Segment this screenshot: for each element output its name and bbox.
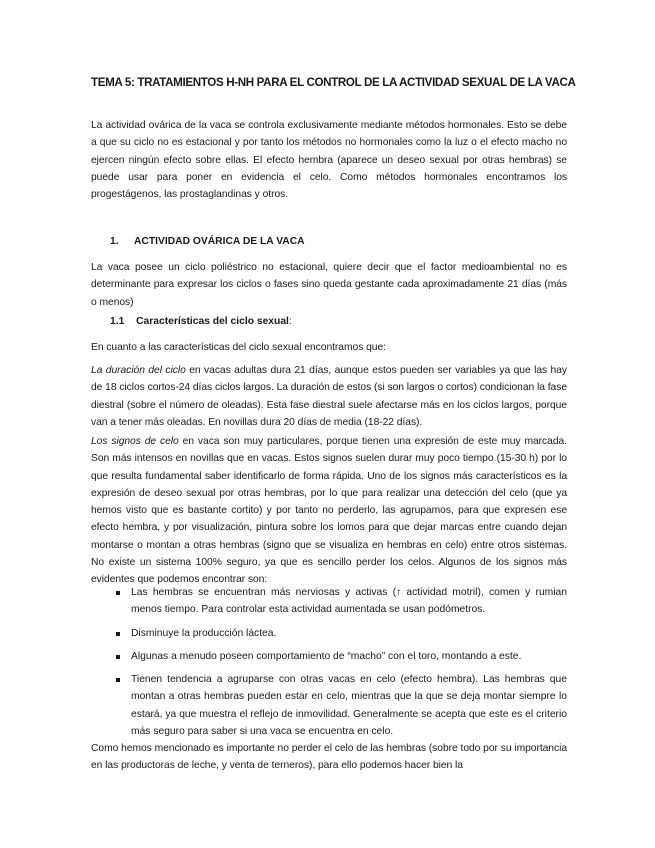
list-item: Algunas a menudo poseen comportamiento de “macho” con el toro, montando a este. [116, 648, 567, 665]
signos-label: Los signos de celo [91, 436, 179, 447]
section-1-paragraph: La vaca posee un ciclo poliéstrico no estacional, quiere decir que el factor medioambiental no es determinante para expresar los ciclos o fases sino queda gestante cada aproximadamente 21 días (más o menos) [91, 262, 567, 308]
closing-paragraph: Como hemos mencionado es importante no perder el celo de las hembras (sobre todo por su importancia en las productoras de leche, y venta de terneros), para ello podemos hacer bien la [91, 743, 567, 772]
section-1-heading [110, 236, 305, 247]
section-1-1-colon: : [288, 316, 292, 327]
section-1-1-title: Características del ciclo sexual [136, 316, 289, 327]
section-1-1-number: 1.1 [110, 316, 125, 327]
duracion-text: en vacas adultas dura 21 días, aunque estos pueden ser variables ya que las hay de 18 ciclos cortos-24 días ciclos largos. La duración de estos (si son largos o cortos) condicionan la fase diestral (sobre el número de oleadas). Esta fase diestral suele afectarse más en los ciclos largos, porque van a tener más oleadas. En novillas dura 20 días de media (18-22 días). [91, 365, 568, 428]
lead-paragraph: En cuanto a las características del ciclo sexual encontramos que: [91, 342, 386, 353]
section-1-title: ACTIVIDAD OVÁRICA DE LA VACA [133, 236, 305, 247]
bullet-icon [116, 625, 122, 642]
list-item: Disminuye la producción láctea. [116, 625, 567, 642]
section-1-1-heading [110, 316, 292, 327]
duracion-paragraph [91, 362, 567, 431]
document-title: TEMA 5: TRATAMIENTOS H-NH PARA EL CONTROL DE LA ACTIVIDAD SEXUAL DE LA VACA [91, 76, 576, 89]
bullet-icon [116, 671, 122, 688]
section-1-number: 1. [110, 236, 119, 247]
bullet-icon [116, 648, 122, 665]
signs-list [116, 584, 567, 740]
list-item: Tienen tendencia a agruparse con otras vacas en celo (efecto hembra). Las hembras que montan a otras hembras pueden estar en celo, mientras que la que se deja montar siempre lo estará, ya que muestra el reflejo de inmovilidad. Generalmente se acepta que este es el criterio más seguro para saber si una vaca se encuentra en celo. [116, 671, 567, 740]
bullet-icon [116, 584, 122, 601]
duracion-label: La duración del ciclo [91, 365, 186, 376]
list-item: Las hembras se encuentran más nerviosas y activas (↑ actividad motril), comen y rumian menos tiempo. Para controlar esta actividad aumentada se usan podómetros. [116, 584, 567, 619]
signos-text: en vaca son muy particulares, porque tienen una expresión de este muy marcada. Son más intensos en novillas que en vacas. Estos signos suelen durar muy poco tiempo (15-30 h) por lo que resulta fundamental saber identificarlo de forma rápida. Uno de los signos más característicos es la expresión de deseo sexual por otras hembras, por lo que para realizar una detección del celo (que ya hemos visto que es bastante cortito) y por tanto no perderlo, las agrupamos, para que expresen ese efecto hembra, y por visualización, pintura sobre los lomos para que dejar marcas entre cuando dejan montarse o montan a otras hembras (signo que se visualiza en hembras en celo) entre otros sistemas. No existe un sistema 100% seguro, ya que es sencillo perder los celos. Algunos de los signos más evidentes que podemos encontrar son: [91, 436, 567, 586]
intro-paragraph: La actividad ovárica de la vaca se controla exclusivamente mediante métodos hormonales. Esto se debe a que su ciclo no es estacional y por tanto los métodos no hormonales como la luz o el efecto macho no ejercen ningún efecto sobre ellas. El efecto hembra (aparece un deseo sexual por otras hembras) se puede usar para poner en evidencia el celo. Como métodos hormonales encontramos los progestágenos, las prostaglandinas y otros. [91, 120, 567, 201]
signos-paragraph [91, 433, 567, 589]
